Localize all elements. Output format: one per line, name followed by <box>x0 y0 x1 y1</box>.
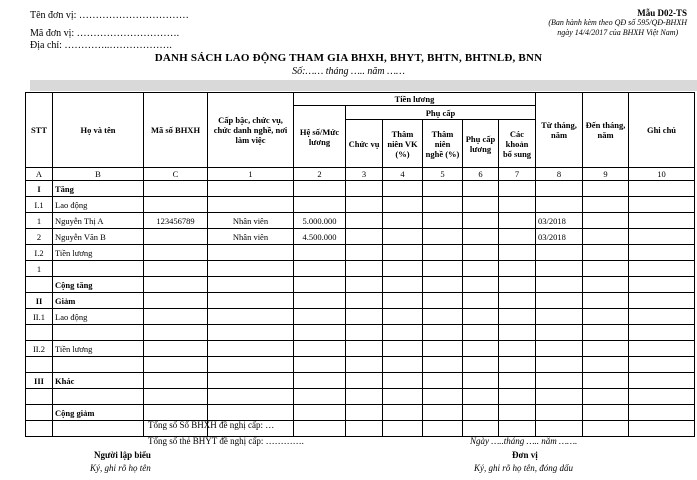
seniority-vk-cell <box>383 261 423 277</box>
note-cell <box>629 341 695 357</box>
note-cell <box>629 181 695 197</box>
salary-allowance-cell <box>463 229 499 245</box>
index-cell: 4 <box>383 168 423 181</box>
name-cell <box>53 421 144 437</box>
supplement-cell <box>499 325 536 341</box>
seniority-vk-cell <box>383 213 423 229</box>
seniority-job-cell <box>423 405 463 421</box>
to-cell <box>583 357 629 373</box>
name-cell <box>53 325 144 341</box>
header-position: Cấp bậc, chức vụ, chức danh nghề, nơi làm việc <box>208 93 294 168</box>
duty-cell <box>346 261 383 277</box>
code-cell <box>144 181 208 197</box>
salary-allowance-cell <box>463 213 499 229</box>
seniority-vk-cell <box>383 421 423 437</box>
seniority-vk-cell <box>383 293 423 309</box>
seniority-job-cell <box>423 213 463 229</box>
position-cell <box>208 373 294 389</box>
name-cell <box>53 357 144 373</box>
code-cell <box>144 389 208 405</box>
seniority-vk-cell <box>383 277 423 293</box>
stt-cell: I <box>26 181 53 197</box>
from-cell <box>536 309 583 325</box>
name-cell: Lao động <box>53 309 144 325</box>
from-cell <box>536 277 583 293</box>
table-row <box>26 277 695 293</box>
code-cell <box>144 261 208 277</box>
seniority-vk-cell <box>383 373 423 389</box>
to-cell <box>583 277 629 293</box>
seniority-vk-cell <box>383 197 423 213</box>
position-cell <box>208 389 294 405</box>
code-cell <box>144 197 208 213</box>
salary-cell <box>294 245 346 261</box>
code-cell <box>144 405 208 421</box>
salary-cell <box>294 357 346 373</box>
duty-cell <box>346 277 383 293</box>
to-cell <box>583 421 629 437</box>
table-row <box>26 341 695 357</box>
code-cell <box>144 341 208 357</box>
to-cell <box>583 213 629 229</box>
table-row <box>26 421 695 437</box>
grey-band <box>30 80 697 91</box>
table-row <box>26 245 695 261</box>
salary-cell <box>294 181 346 197</box>
from-cell <box>536 261 583 277</box>
unit-note: Ký, ghi rõ họ tên, đóng dấu <box>474 463 573 473</box>
to-cell <box>583 405 629 421</box>
salary-cell <box>294 261 346 277</box>
supplement-cell <box>499 405 536 421</box>
salary-cell <box>294 309 346 325</box>
salary-cell <box>294 341 346 357</box>
seniority-vk-cell <box>383 389 423 405</box>
salary-cell <box>294 197 346 213</box>
table-row <box>26 309 695 325</box>
position-cell <box>208 277 294 293</box>
duty-cell <box>346 421 383 437</box>
salary-cell <box>294 325 346 341</box>
salary-allowance-cell <box>463 373 499 389</box>
table-row <box>26 325 695 341</box>
table-row <box>26 229 695 245</box>
position-cell <box>208 309 294 325</box>
code-cell <box>144 309 208 325</box>
seniority-job-cell <box>423 277 463 293</box>
note-cell <box>629 421 695 437</box>
code-cell <box>144 373 208 389</box>
document-number-line: Số:…… tháng ….. năm …… <box>292 66 405 77</box>
seniority-vk-cell <box>383 229 423 245</box>
from-cell <box>536 325 583 341</box>
stt-cell: II <box>26 293 53 309</box>
seniority-vk-cell <box>383 181 423 197</box>
name-cell <box>53 389 144 405</box>
code-cell <box>144 357 208 373</box>
total-books-line: Tổng số Sổ BHXH đề nghị cấp: … <box>148 420 275 430</box>
code-cell <box>144 245 208 261</box>
supplement-cell <box>499 261 536 277</box>
seniority-vk-cell <box>383 357 423 373</box>
name-cell: Giảm <box>53 293 144 309</box>
salary-allowance-cell <box>463 245 499 261</box>
position-cell <box>208 357 294 373</box>
index-row <box>26 168 695 181</box>
salary-cell <box>294 277 346 293</box>
index-cell: 9 <box>583 168 629 181</box>
name-cell: Cộng giảm <box>53 405 144 421</box>
from-cell <box>536 357 583 373</box>
seniority-vk-cell <box>383 309 423 325</box>
salary-allowance-cell <box>463 197 499 213</box>
header-seniority-vk: Thâm niên VK (%) <box>383 120 423 168</box>
position-cell <box>208 293 294 309</box>
header-name: Họ và tên <box>53 93 144 168</box>
salary-allowance-cell <box>463 261 499 277</box>
stt-cell: II.1 <box>26 309 53 325</box>
note-cell <box>629 405 695 421</box>
seniority-job-cell <box>423 373 463 389</box>
stt-cell <box>26 357 53 373</box>
unit-name-line: Tên đơn vị: …………………………… <box>30 10 189 21</box>
address-line: Địa chỉ: …………..………………. <box>30 40 172 51</box>
table-row <box>26 405 695 421</box>
seniority-job-cell <box>423 197 463 213</box>
unit-code-line: Mã đơn vị: …………………………. <box>30 28 180 39</box>
stt-cell: III <box>26 373 53 389</box>
header-duty: Chức vụ <box>346 120 383 168</box>
index-cell: 2 <box>294 168 346 181</box>
from-cell <box>536 293 583 309</box>
from-cell <box>536 373 583 389</box>
stt-cell <box>26 405 53 421</box>
from-cell <box>536 405 583 421</box>
index-cell: 7 <box>499 168 536 181</box>
from-cell <box>536 197 583 213</box>
index-cell: C <box>144 168 208 181</box>
from-cell: 03/2018 <box>536 229 583 245</box>
supplement-cell <box>499 389 536 405</box>
code-cell <box>144 277 208 293</box>
to-cell <box>583 245 629 261</box>
table-body <box>26 181 695 437</box>
supplement-cell <box>499 357 536 373</box>
seniority-vk-cell <box>383 245 423 261</box>
duty-cell <box>346 229 383 245</box>
table-row <box>26 373 695 389</box>
from-cell <box>536 421 583 437</box>
salary-allowance-cell <box>463 405 499 421</box>
from-cell: 03/2018 <box>536 213 583 229</box>
table-row <box>26 389 695 405</box>
salary-allowance-cell <box>463 357 499 373</box>
to-cell <box>583 229 629 245</box>
stt-cell: I.2 <box>26 245 53 261</box>
supplement-cell <box>499 373 536 389</box>
seniority-job-cell <box>423 341 463 357</box>
salary-cell: 5.000.000 <box>294 213 346 229</box>
stt-cell: 1 <box>26 261 53 277</box>
salary-cell <box>294 293 346 309</box>
seniority-job-cell <box>423 261 463 277</box>
note-cell <box>629 277 695 293</box>
header-to: Đến tháng, năm <box>583 93 629 168</box>
salary-allowance-cell <box>463 341 499 357</box>
name-cell: Cộng tăng <box>53 277 144 293</box>
position-cell <box>208 181 294 197</box>
stt-cell: II.2 <box>26 341 53 357</box>
header-salary-group: Tiền lương <box>294 93 536 106</box>
from-cell <box>536 181 583 197</box>
code-cell <box>144 325 208 341</box>
duty-cell <box>346 373 383 389</box>
supplement-cell <box>499 277 536 293</box>
supplement-cell <box>499 245 536 261</box>
note-cell <box>629 213 695 229</box>
duty-cell <box>346 405 383 421</box>
to-cell <box>583 181 629 197</box>
table-row <box>26 293 695 309</box>
code-cell <box>144 229 208 245</box>
header-allowance-group: Phụ cấp <box>346 106 536 120</box>
name-cell: Nguyễn Thị A <box>53 213 144 229</box>
position-cell <box>208 261 294 277</box>
to-cell <box>583 341 629 357</box>
salary-cell <box>294 373 346 389</box>
salary-allowance-cell <box>463 325 499 341</box>
salary-cell <box>294 405 346 421</box>
table-row <box>26 213 695 229</box>
header-supplement: Các khoản bổ sung <box>499 120 536 168</box>
seniority-job-cell <box>423 245 463 261</box>
date-line: Ngày …..tháng ….. năm ……. <box>470 436 578 446</box>
salary-cell <box>294 421 346 437</box>
note-cell <box>629 197 695 213</box>
form-number: Mẫu D02-TS <box>637 8 687 18</box>
to-cell <box>583 309 629 325</box>
issued-note <box>548 18 687 38</box>
seniority-job-cell <box>423 309 463 325</box>
header-code: Mã số BHXH <box>144 93 208 168</box>
name-cell: Lao động <box>53 197 144 213</box>
note-cell <box>629 373 695 389</box>
table-row <box>26 357 695 373</box>
supplement-cell <box>499 181 536 197</box>
supplement-cell <box>499 213 536 229</box>
index-cell: A <box>26 168 53 181</box>
duty-cell <box>346 389 383 405</box>
stt-cell <box>26 389 53 405</box>
document-title: DANH SÁCH LAO ĐỘNG THAM GIA BHXH, BHYT, BHTN, BHTNLĐ, BNN <box>154 52 543 64</box>
name-cell: Tiền lương <box>53 341 144 357</box>
unit-title: Đơn vị <box>512 450 538 460</box>
issued-note-line-2: ngày 14/4/2017 của BHXH Việt Nam) <box>557 28 679 37</box>
stt-cell <box>26 421 53 437</box>
index-cell: B <box>53 168 144 181</box>
note-cell <box>629 389 695 405</box>
header-from: Từ tháng, năm <box>536 93 583 168</box>
to-cell <box>583 325 629 341</box>
to-cell <box>583 197 629 213</box>
to-cell <box>583 373 629 389</box>
to-cell <box>583 261 629 277</box>
duty-cell <box>346 245 383 261</box>
note-cell <box>629 229 695 245</box>
from-cell <box>536 389 583 405</box>
code-cell: 123456789 <box>144 213 208 229</box>
note-cell <box>629 293 695 309</box>
name-cell: Nguyễn Văn B <box>53 229 144 245</box>
note-cell <box>629 245 695 261</box>
index-cell: 8 <box>536 168 583 181</box>
duty-cell <box>346 213 383 229</box>
from-cell <box>536 341 583 357</box>
header-salary-allowance: Phụ cấp lương <box>463 120 499 168</box>
stt-cell: 2 <box>26 229 53 245</box>
seniority-job-cell <box>423 421 463 437</box>
header-coef: Hệ số/Mức lương <box>294 106 346 168</box>
preparer-title: Người lập biểu <box>94 450 151 460</box>
position-cell <box>208 405 294 421</box>
position-cell <box>208 325 294 341</box>
position-cell: Nhân viên <box>208 213 294 229</box>
note-cell <box>629 325 695 341</box>
seniority-vk-cell <box>383 341 423 357</box>
position-cell <box>208 197 294 213</box>
table-row <box>26 261 695 277</box>
position-cell: Nhân viên <box>208 229 294 245</box>
salary-allowance-cell <box>463 277 499 293</box>
seniority-vk-cell <box>383 325 423 341</box>
salary-allowance-cell <box>463 181 499 197</box>
table-row <box>26 197 695 213</box>
note-cell <box>629 261 695 277</box>
header-note: Ghi chú <box>629 93 695 168</box>
duty-cell <box>346 325 383 341</box>
duty-cell <box>346 197 383 213</box>
from-cell <box>536 245 583 261</box>
supplement-cell <box>499 421 536 437</box>
seniority-job-cell <box>423 181 463 197</box>
seniority-vk-cell <box>383 405 423 421</box>
stt-cell: 1 <box>26 213 53 229</box>
duty-cell <box>346 293 383 309</box>
total-cards-line: Tổng số thẻ BHYT đề nghị cấp: …………. <box>148 436 304 446</box>
stt-cell <box>26 277 53 293</box>
salary-cell: 4.500.000 <box>294 229 346 245</box>
supplement-cell <box>499 197 536 213</box>
duty-cell <box>346 309 383 325</box>
index-cell: 1 <box>208 168 294 181</box>
stt-cell <box>26 325 53 341</box>
header-seniority-job: Thâm niên nghề (%) <box>423 120 463 168</box>
seniority-job-cell <box>423 293 463 309</box>
code-cell <box>144 293 208 309</box>
to-cell <box>583 389 629 405</box>
labor-table <box>25 92 695 437</box>
duty-cell <box>346 357 383 373</box>
index-cell: 10 <box>629 168 695 181</box>
name-cell: Khác <box>53 373 144 389</box>
supplement-cell <box>499 309 536 325</box>
note-cell <box>629 309 695 325</box>
position-cell <box>208 341 294 357</box>
supplement-cell <box>499 293 536 309</box>
duty-cell <box>346 341 383 357</box>
issued-note-line-1: (Ban hành kèm theo QĐ số 595/QĐ-BHXH <box>548 18 687 27</box>
seniority-job-cell <box>423 357 463 373</box>
index-cell: 5 <box>423 168 463 181</box>
preparer-note: Ký, ghi rõ họ tên <box>90 463 151 473</box>
name-cell: Tăng <box>53 181 144 197</box>
name-cell: Tiền lương <box>53 245 144 261</box>
salary-cell <box>294 389 346 405</box>
table-row <box>26 181 695 197</box>
name-cell <box>53 261 144 277</box>
salary-allowance-cell <box>463 309 499 325</box>
salary-allowance-cell <box>463 421 499 437</box>
duty-cell <box>346 181 383 197</box>
header-stt: STT <box>26 93 53 168</box>
supplement-cell <box>499 229 536 245</box>
seniority-job-cell <box>423 389 463 405</box>
salary-allowance-cell <box>463 389 499 405</box>
index-cell: 3 <box>346 168 383 181</box>
position-cell <box>208 245 294 261</box>
to-cell <box>583 293 629 309</box>
index-cell: 6 <box>463 168 499 181</box>
note-cell <box>629 357 695 373</box>
salary-allowance-cell <box>463 293 499 309</box>
seniority-job-cell <box>423 229 463 245</box>
stt-cell: I.1 <box>26 197 53 213</box>
supplement-cell <box>499 341 536 357</box>
seniority-job-cell <box>423 325 463 341</box>
